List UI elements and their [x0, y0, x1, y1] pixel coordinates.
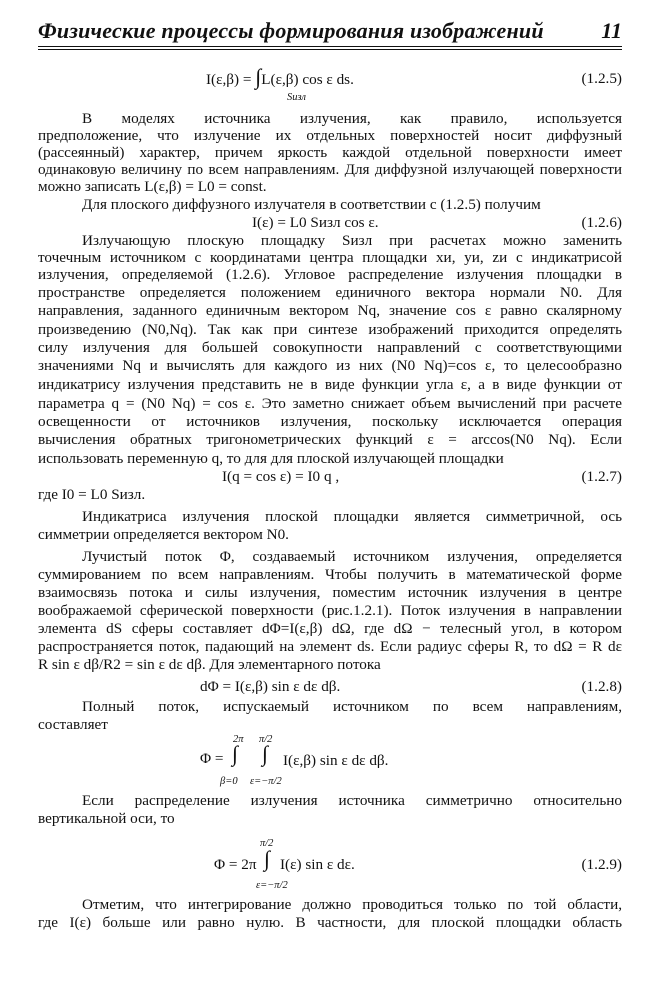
- equation-number: (1.2.7): [581, 468, 622, 485]
- integral-sign: ∫: [264, 846, 271, 871]
- header-title: Физические процессы формирования изображений: [38, 18, 544, 43]
- running-header: [38, 14, 622, 48]
- text-line: Лучистый поток Φ, создаваемый источником излучения, определяется: [82, 548, 622, 565]
- text-line: элемента dS сферы составляет dΦ=I(ε,β) dΩ, где dΩ − телесный угол, в котором: [38, 620, 622, 637]
- text-line: Полный поток, испускаемый источником по всем направлениям,: [82, 698, 622, 715]
- text-line: распространяется поток, падающий на элемент ds. Если радиус сферы R, то dΩ = R dε: [38, 638, 622, 655]
- text-line: вертикальной оси, то: [38, 810, 175, 827]
- integrand: I(ε) sin ε dε.: [280, 856, 355, 873]
- text-line: можно записать L(ε,β) = L0 = const.: [38, 178, 267, 195]
- integral-limit: β=0: [220, 776, 238, 787]
- text-line: симметрии определяется вектором N0.: [38, 526, 289, 543]
- text-line: использовать переменную q, то для для плоской излучающей площадки: [38, 450, 504, 467]
- text-line: где I(ε) больше или равно нулю. В частности, для плоской площадки область: [38, 914, 622, 931]
- integral-limit: π/2: [259, 734, 273, 745]
- integral-limit: Sизл: [287, 92, 306, 103]
- text-line: Излучающую плоскую площадку Sизл при расчетах можно заменить: [82, 232, 622, 249]
- text-line: взаимосвязь потока и силы излучения, поместим источник излучения в центре: [38, 584, 622, 601]
- equation-double-integral: Φ =: [200, 750, 224, 767]
- equation-number: (1.2.6): [581, 214, 622, 231]
- header-rule: [38, 49, 622, 50]
- integral-sign: ∫: [262, 741, 269, 766]
- integral-limit: 2π: [233, 734, 244, 745]
- integrand: I(ε,β) sin ε dε dβ.: [283, 752, 389, 769]
- text-line: Если распределение излучения источника симметрично относительно: [82, 792, 622, 809]
- header-rule: [38, 46, 622, 47]
- text-line: Для плоского диффузного излучателя в соответствии с (1.2.5) получим: [82, 196, 541, 213]
- text-line: составляет: [38, 716, 108, 733]
- text-line: силу излучения для большей совокупности направлений с соответствующими: [38, 339, 622, 356]
- text-line: суммированием по всем направлениям. Чтобы получить в математической форме: [38, 566, 622, 583]
- equation-number: (1.2.9): [581, 856, 622, 873]
- equation-number: (1.2.8): [581, 678, 622, 695]
- equation-1-2-5: I(ε,β) = ∫L(ε,β) cos ε ds.: [206, 64, 354, 89]
- text-line: точечным источником с координатами центра площадки xи, yи, zи с индикатрисой: [38, 249, 622, 266]
- text-line: индикатрису излучения представить не в виде функции угла ε, а в виде функции от: [38, 376, 622, 393]
- page-number: 11: [601, 18, 622, 43]
- integral-limit: ε=−π/2: [256, 880, 288, 891]
- text-line: одинаковую величину по всем направлениям. Для диффузной излучающей поверхности: [38, 161, 622, 178]
- integral-limit: ε=−π/2: [250, 776, 282, 787]
- text-line: излучения, определяемой (1.2.6). Угловое распределение излучения площадки в: [38, 266, 622, 283]
- integral-sign: ∫: [232, 741, 239, 766]
- text-line: произведению (N0,Nq). Так как при синтезе изображений приходится определять: [38, 321, 622, 338]
- text-line: где I0 = L0 Sизл.: [38, 486, 146, 503]
- text-line: R sin ε dβ/R2 = sin ε dε dβ. Для элементарного потока: [38, 656, 381, 673]
- text-line: В моделях источника излучения, как правило, используется: [82, 110, 622, 127]
- text-line: воображаемой сферической поверхности (рис.1.2.1). Поток излучения в направлении: [38, 602, 622, 619]
- equation-1-2-7: I(q = cos ε) = I0 q ,: [222, 468, 340, 485]
- text-line: направления, заданного единичным вектором Nq, значение cos ε равно скалярному: [38, 302, 622, 319]
- text-line: освещенности от источников излучения, поскольку исключается операция: [38, 413, 622, 430]
- text-line: Индикатриса излучения плоской площадки является симметричной, ось: [82, 508, 622, 525]
- text-line: значениями Nq и вычислять для каждого из них (N0 Nq)=cos ε, то целесообразно: [38, 357, 622, 374]
- integral-limit: π/2: [260, 838, 274, 849]
- text-line: предположение, что излучение их отдельных поверхностей носит диффузный: [38, 127, 622, 144]
- equation-number: (1.2.5): [581, 70, 622, 87]
- equation-1-2-8: dΦ = I(ε,β) sin ε dε dβ.: [200, 678, 341, 695]
- text-line: параметра q = (N0 Nq) = cos ε. Это заметно снижает объем вычислений при расчете: [38, 395, 622, 412]
- text-line: пространстве определяется положением единичного вектора нормали N0. Для: [38, 284, 622, 301]
- text-line: Отметим, что интегрирование должно проводиться только по той области,: [82, 896, 622, 913]
- equation-1-2-6: I(ε) = L0 Sизл cos ε.: [252, 214, 379, 231]
- text-line: (рассеянный) характер, причем яркость каждой отдельной поверхности имеет: [38, 144, 622, 161]
- text-line: вычисления обратных тригонометрических функций ε = arccos(N0 Nq). Если: [38, 431, 622, 448]
- equation-1-2-9: Φ = 2π: [214, 856, 257, 873]
